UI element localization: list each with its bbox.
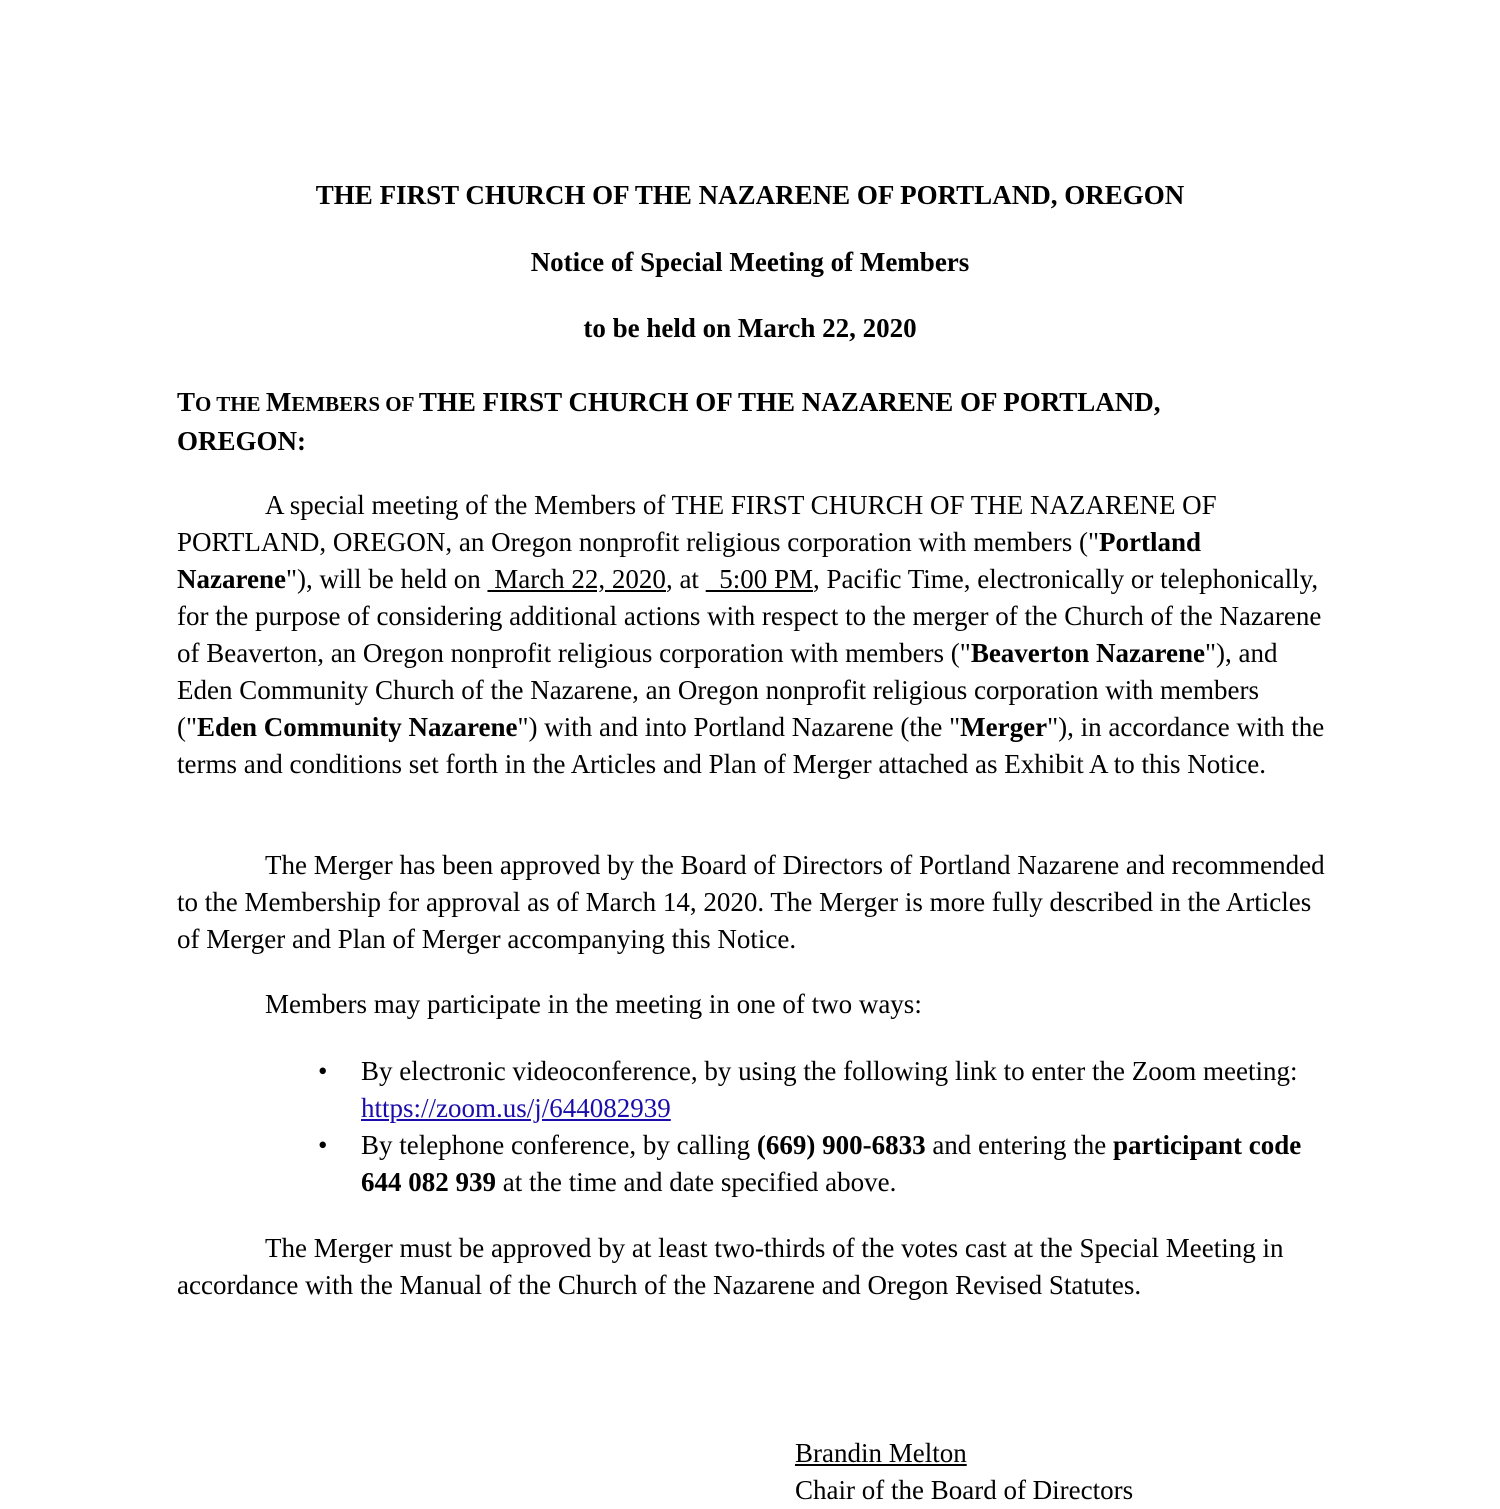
church-name-heading: THE FIRST CHURCH OF THE NAZARENE OF PORTLAND, OREGON	[315, 180, 1185, 210]
salutation-embers: EMBERS OF	[291, 392, 419, 416]
participation-list	[0, 1053, 1500, 1201]
paragraph-approval: The Merger has been approved by the Board of Directors of Portland Nazarene and recommended to the Membership for approval as of March 14, 2020. The Merger is more fully described in the Articles of Merger and Plan of Merger accompanying this Notice.	[177, 850, 1325, 954]
bullet-dot: •	[318, 1130, 328, 1160]
term-eden-community-nazarene: Eden Community Nazarene	[197, 712, 518, 742]
salutation-state: OREGON:	[177, 426, 307, 456]
meeting-date-heading: to be held on March 22, 2020	[583, 313, 917, 343]
signatory-name: Brandin Melton	[795, 1438, 967, 1468]
notice-title: Notice of Special Meeting of Members	[530, 247, 970, 277]
paragraph-participation: Members may participate in the meeting in one of two ways:	[265, 989, 922, 1019]
zoom-meeting-link[interactable]: https://zoom.us/j/644082939	[361, 1093, 671, 1123]
salutation-m: M	[265, 387, 292, 417]
list-item-videoconference: • By electronic videoconference, by using the following link to enter the Zoom meeting: https://zoom.us/j/644082939	[0, 1053, 1326, 1127]
paragraph-vote-requirement: The Merger must be approved by at least two-thirds of the votes cast at the Special Meeting in accordance with the Manual of the Church of the Nazarene and Oregon Revised Statutes.	[177, 1233, 1284, 1300]
meeting-time: 5:00 PM	[705, 564, 813, 594]
phone-number: (669) 900-6833	[756, 1130, 926, 1160]
term-beaverton-nazarene: Beaverton Nazarene	[970, 638, 1205, 668]
participant-code: participant code 644 082 939	[361, 1130, 1302, 1197]
term-merger: Merger	[960, 712, 1048, 742]
paragraph-meeting-notice: A special meeting of the Members of THE FIRST CHURCH OF THE NAZARENE OF PORTLAND, OREGON, an Oregon nonprofit religious corporation with members ("Portland Nazarene"), will be held on March 22, 2020, at 5:00 PM, Pacific Time, electronically or telephonically, for the purpose of considering additional actions with respect to the merger of the Church of the Nazarene of Beaverton, an Oregon nonprofit religious corporation with members ("Beaverton Nazarene"), and Eden Community Church of the Nazarene, an Oregon nonprofit religious corporation with members ("Eden Community Nazarene") with and into Portland Nazarene (the "Merger"), in accordance with the terms and conditions set forth in the Articles and Plan of Merger attached as Exhibit A to this Notice.	[177, 490, 1325, 779]
salutation-t: T	[177, 387, 196, 417]
bullet-dot: •	[318, 1056, 328, 1086]
salutation	[177, 384, 1327, 460]
list-item-telephone: • By telephone conference, by calling (669) 900-6833 and entering the participant code 644 082 939 at the time and date specified above.	[0, 1127, 1326, 1201]
term-portland-nazarene: Portland Nazarene	[177, 527, 1202, 594]
salutation-o: O THE	[195, 392, 266, 416]
meeting-date: March 22, 2020	[487, 564, 666, 594]
signatory-title: Chair of the Board of Directors	[795, 1475, 1134, 1505]
salutation-church-name: THE FIRST CHURCH OF THE NAZARENE OF PORTLAND,	[418, 387, 1161, 417]
